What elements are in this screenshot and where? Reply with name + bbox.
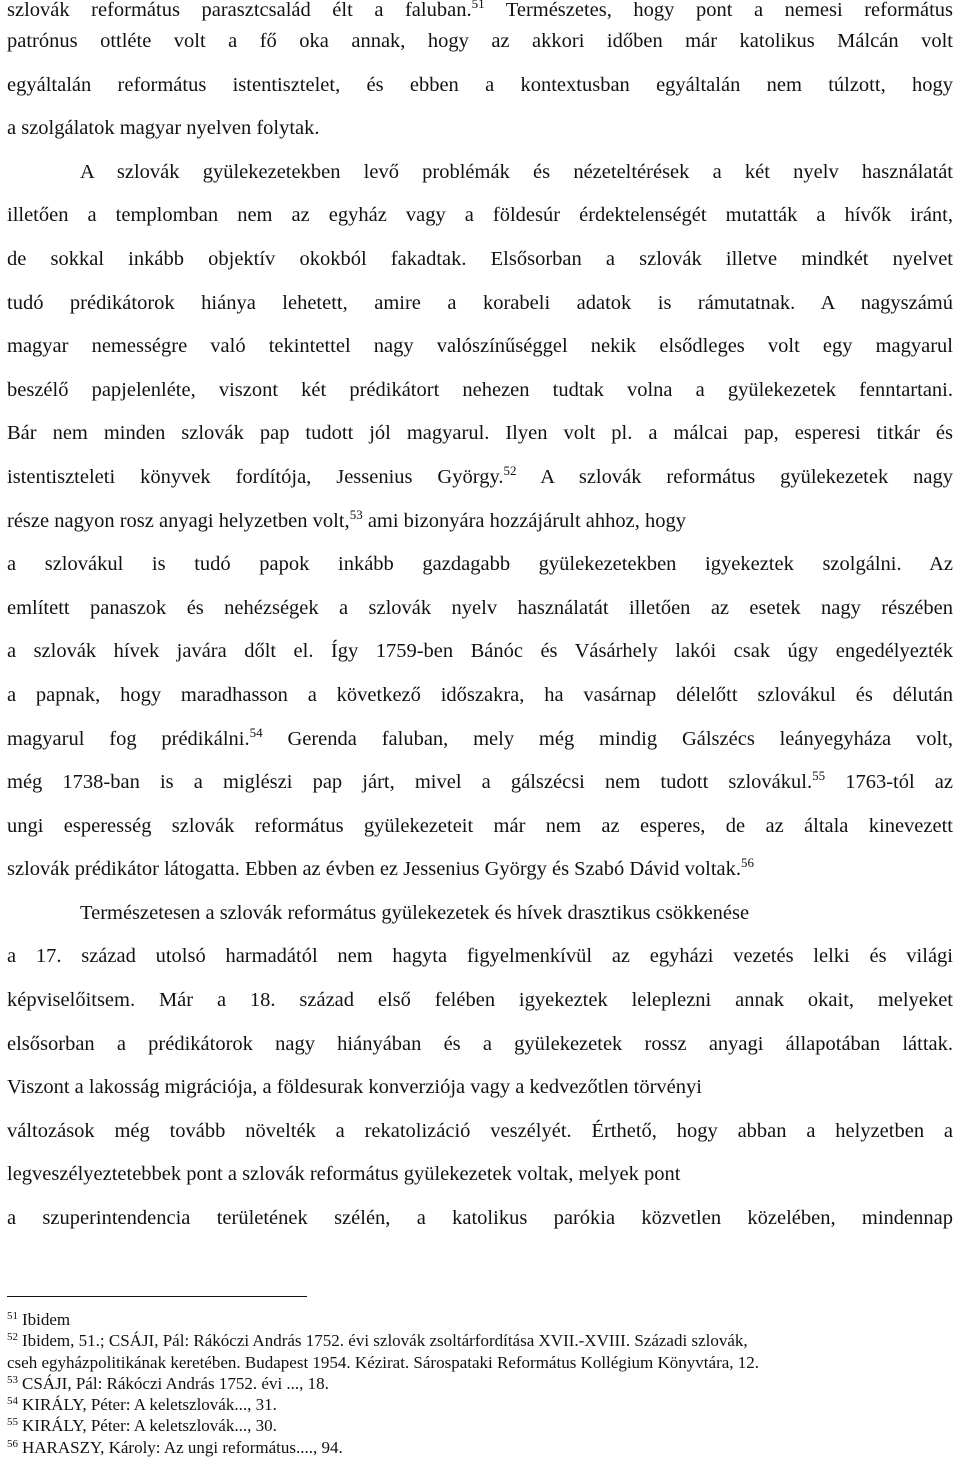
line-text: része nagyon rosz anyagi helyzetben volt, bbox=[7, 509, 350, 532]
footnote-number: 54 bbox=[7, 1395, 18, 1408]
line-text: tudó prédikátorok hiánya lehetett, amire a korabeli adatok is rámutatnak. A nagyszámú bbox=[7, 291, 953, 314]
line-text: még 1738-ban is a miglészi pap járt, mivel a gálszécsi nem tudott szlovákul. bbox=[7, 771, 813, 794]
line-text: de sokkal inkább objektív okokból fakadtak. Elsősorban a szlovák illetve mindkét nyelvet bbox=[7, 247, 953, 270]
line-text: elsősorban a prédikátorok nagy hiányában és a gyülekezetek rossz anyagi állapotában láttak. bbox=[7, 1032, 953, 1055]
text-line bbox=[7, 718, 953, 762]
line-text-continued: ami bizonyára hozzájárult ahhoz, hogy bbox=[362, 509, 687, 532]
footnote-number: 53 bbox=[7, 1373, 18, 1386]
footnote-reference[interactable]: 52 bbox=[503, 462, 517, 478]
footnote-text: CSÁJI, Pál: Rákóczi András 1752. évi ..., 18. bbox=[22, 1373, 329, 1393]
footnote-text: Ibidem, 51.; CSÁJI, Pál: Rákóczi András 1752. évi szlovák zsoltárfordítása XVII.-XVIII. Századi szlovák, bbox=[22, 1331, 748, 1351]
text-line bbox=[7, 369, 953, 413]
footnote bbox=[7, 1437, 953, 1458]
text-line bbox=[7, 282, 953, 326]
text-line bbox=[7, 500, 953, 544]
text-line bbox=[7, 1153, 953, 1197]
footnotes bbox=[7, 1309, 953, 1458]
text-line bbox=[7, 979, 953, 1023]
line-text: a szuperintendencia területének szélén, a katolikus parókia közvetlen közelében, mindennap bbox=[7, 1207, 953, 1230]
line-text: magyar nemességre való tekintettel nagy valószínűséggel nekik elsődleges volt egy magyarul bbox=[7, 335, 953, 358]
line-text: legveszélyeztetebbek pont a szlovák református gyülekezetek voltak, melyek pont bbox=[7, 1163, 681, 1186]
line-text: a szlovák hívek javára dőlt el. Így 1759-ben Bánóc és Vásárhely lakói csak úgy engedélyezték bbox=[7, 640, 953, 663]
text-line bbox=[7, 935, 953, 979]
line-text: szlovák református parasztcsalád élt a faluban. bbox=[7, 0, 472, 21]
text-line bbox=[7, 107, 953, 151]
text-line bbox=[7, 1110, 953, 1154]
line-text-continued: A szlovák református gyülekezetek nagy bbox=[516, 465, 953, 488]
text-line bbox=[7, 238, 953, 282]
footnote-reference[interactable]: 56 bbox=[741, 855, 754, 871]
footnote bbox=[7, 1330, 953, 1373]
text-line bbox=[7, 456, 953, 500]
line-text: magyarul fog prédikálni. bbox=[7, 727, 250, 750]
footnote-reference[interactable]: 51 bbox=[471, 0, 485, 11]
footnote-text-continued: cseh egyházpolitikának keretében. Budapest 1954. Kézirat. Sárospataki Református Kollégium Könyvtára, 12. bbox=[7, 1352, 760, 1372]
text-line bbox=[7, 0, 953, 20]
text-line bbox=[7, 805, 953, 849]
line-text: patrónus ottléte volt a fő oka annak, hogy az akkori időben már katolikus Málcán volt bbox=[7, 30, 953, 52]
text-line bbox=[7, 674, 953, 718]
line-text-continued: Gerenda faluban, mely még mindig Gálszécs leányegyháza volt, bbox=[262, 727, 953, 750]
text-line bbox=[7, 1066, 953, 1110]
line-text: a szlovákul is tudó papok inkább gazdagabb gyülekezetekben igyekeztek szolgálni. Az bbox=[7, 553, 953, 576]
footnote-text: HARASZY, Károly: Az ungi református...., 94. bbox=[22, 1437, 343, 1457]
footnote-text: KIRÁLY, Péter: A keletszlovák..., 30. bbox=[22, 1416, 277, 1436]
text-line bbox=[7, 1197, 953, 1241]
line-text: illetően a templomban nem az egyház vagy a földesúr érdektelenségét mutatták a hívők iránt, bbox=[7, 204, 953, 227]
footnote bbox=[7, 1394, 953, 1415]
line-text: Természetesen a szlovák református gyülekezetek és hívek drasztikus csökkenése bbox=[80, 901, 750, 924]
text-line bbox=[7, 194, 953, 238]
line-text: említett panaszok és nehézségek a szlovák nyelv használatát illetően az esetek nagy részében bbox=[7, 596, 953, 619]
line-text: ungi esperesség szlovák református gyülekezeteit már nem az esperes, de az általa kinevezett bbox=[7, 814, 953, 837]
text-line bbox=[7, 64, 953, 108]
text-line bbox=[7, 761, 953, 805]
text-line bbox=[7, 1023, 953, 1067]
line-text: istentiszteleti könyvek fordítója, Jessenius György. bbox=[7, 465, 504, 488]
text-line bbox=[7, 892, 953, 936]
footnote-number: 55 bbox=[7, 1416, 18, 1429]
line-text: a szolgálatok magyar nyelven folytak. bbox=[7, 117, 320, 140]
footnote bbox=[7, 1415, 953, 1436]
body-text bbox=[7, 0, 953, 1241]
line-text-continued: 1763-tól az bbox=[825, 771, 953, 794]
footnote-number: 51 bbox=[7, 1310, 18, 1322]
line-text: Viszont a lakosság migrációja, a földesurak konverziója vagy a kedvezőtlen törvényi bbox=[7, 1076, 702, 1099]
footnote bbox=[7, 1373, 953, 1394]
line-text: egyáltalán református istentisztelet, és ebben a kontextusban egyáltalán nem túlzott, hogy bbox=[7, 73, 953, 96]
line-text: változások még tovább növelték a rekatolizáció veszélyét. Érthető, hogy abban a helyzetben a bbox=[7, 1119, 953, 1142]
line-text: a 17. század utolsó harmadától nem hagyta figyelmenkívül az egyházi vezetés lelki és világi bbox=[7, 945, 953, 968]
footnote-reference[interactable]: 54 bbox=[249, 724, 263, 740]
footnote-text: KIRÁLY, Péter: A keletszlovák..., 31. bbox=[22, 1395, 277, 1415]
footnote-reference[interactable]: 55 bbox=[812, 768, 826, 784]
line-text: beszélő papjelenléte, viszont két prédikátort nehezen tudtak volna a gyülekezetek fenntartani. bbox=[7, 378, 953, 401]
line-text: szlovák prédikátor látogatta. Ebben az évben ez Jessenius György és Szabó Dávid voltak. bbox=[7, 858, 741, 881]
text-line bbox=[7, 20, 953, 64]
line-text: Bár nem minden szlovák pap tudott jól magyarul. Ilyen volt pl. a málcai pap, esperesi titkár és bbox=[7, 422, 953, 445]
text-line bbox=[7, 848, 953, 892]
footnote-number: 56 bbox=[7, 1437, 18, 1450]
footnote bbox=[7, 1309, 953, 1330]
text-line bbox=[7, 151, 953, 195]
text-line bbox=[7, 543, 953, 587]
document-page bbox=[7, 0, 953, 1457]
text-line bbox=[7, 325, 953, 369]
line-text: A szlovák gyülekezetekben levő problémák és nézeteltérések a két nyelv használatát bbox=[80, 160, 953, 183]
footnote-separator bbox=[7, 1296, 307, 1297]
text-line bbox=[7, 587, 953, 631]
footnote-text: Ibidem bbox=[22, 1310, 71, 1329]
text-line bbox=[7, 412, 953, 456]
line-text: a papnak, hogy maradhasson a következő időszakra, ha vasárnap délelőtt szlovákul és délután bbox=[7, 683, 953, 706]
footnote-reference[interactable]: 53 bbox=[349, 506, 363, 522]
line-text-continued: Természetes, hogy pont a nemesi református bbox=[484, 0, 953, 21]
text-line bbox=[7, 630, 953, 674]
footnote-number: 52 bbox=[7, 1331, 18, 1344]
line-text: képviselőitsem. Már a 18. század első felében igyekeztek leleplezni annak okait, melyeket bbox=[7, 989, 953, 1012]
